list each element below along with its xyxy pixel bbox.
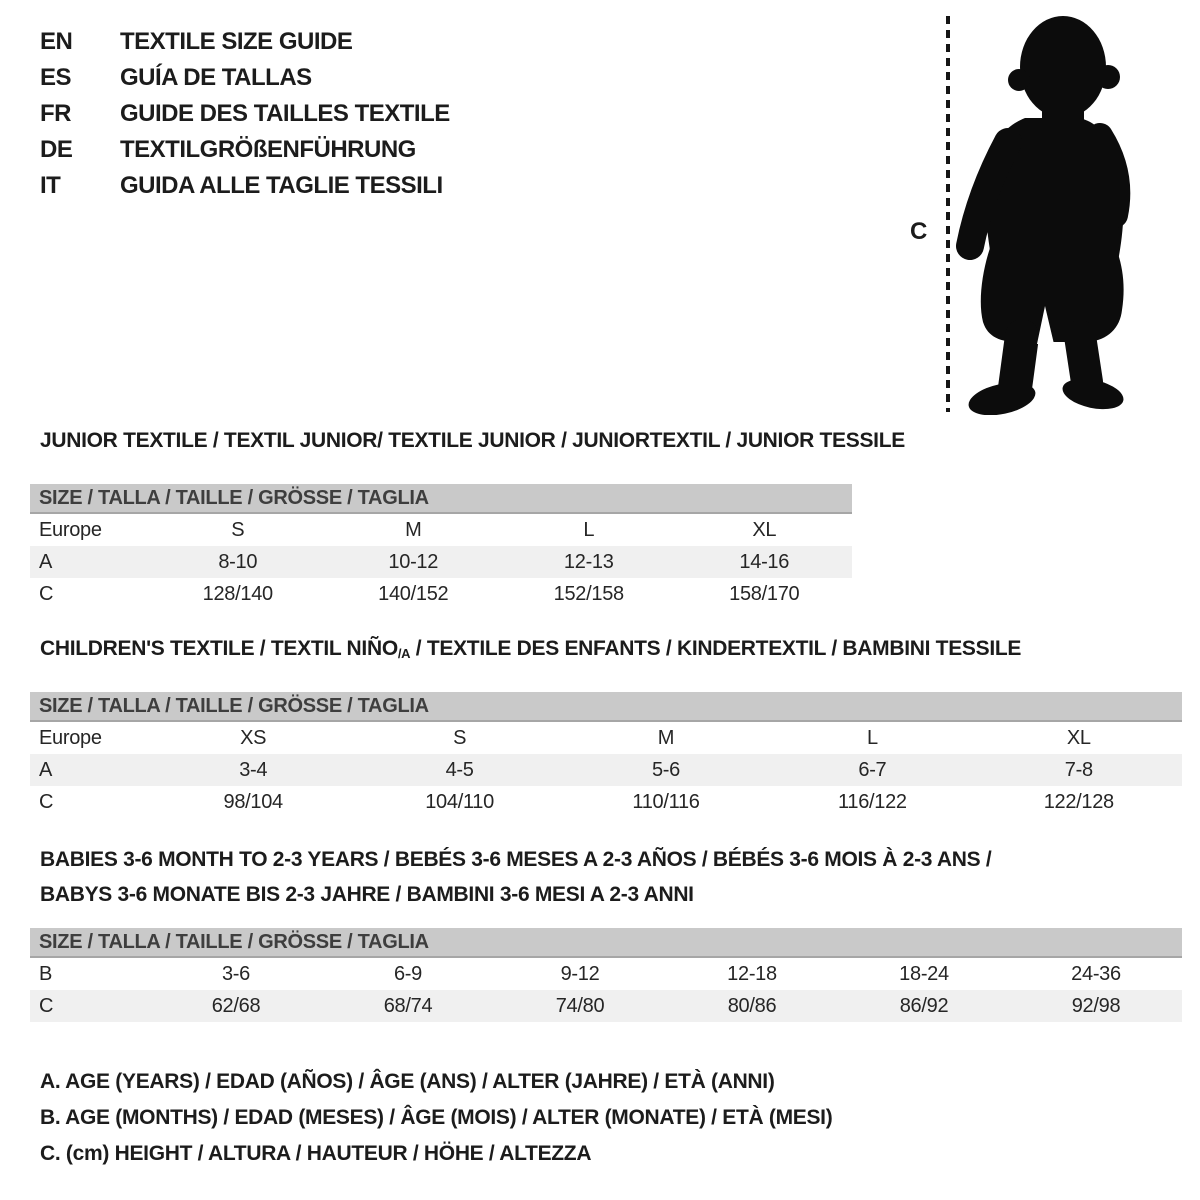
footnote-age-months: B. AGE (MONTHS) / EDAD (MESES) / ÂGE (MOIS) / ALTER (MONATE) / ETÀ (MESI) (40, 1106, 833, 1129)
table-row-height (30, 578, 852, 610)
babies-size-table (30, 928, 1182, 1022)
height-cell: 110/116 (632, 790, 700, 813)
guide-title-fr: GUIDE DES TAILLES TEXTILE (120, 100, 450, 127)
age-cell: 6-9 (393, 962, 422, 985)
language-row-it (40, 168, 450, 204)
children-size-table (30, 692, 1182, 818)
age-cell: 3-4 (239, 758, 268, 781)
row-label: Europe (39, 726, 102, 749)
size-table-header: SIZE / TALLA / TAILLE / GRÖSSE / TAGLIA (30, 484, 852, 514)
language-row-es (40, 60, 450, 96)
language-row-de (40, 132, 450, 168)
age-cell: 6-7 (858, 758, 887, 781)
age-cell: 24-36 (1071, 962, 1121, 985)
size-cell: M (657, 726, 675, 749)
language-row-fr (40, 96, 450, 132)
language-code: IT (40, 172, 61, 199)
size-cell: XL (1066, 726, 1091, 749)
height-cell: 116/122 (838, 790, 907, 813)
age-cell: 9-12 (560, 962, 600, 985)
height-cell: 98/104 (223, 790, 283, 813)
guide-title-de: TEXTILGRÖßENFÜHRUNG (120, 136, 416, 163)
age-cell: 8-10 (218, 550, 258, 573)
age-cell: 7-8 (1064, 758, 1093, 781)
height-cell: 92/98 (1071, 994, 1121, 1017)
table-row-age (30, 754, 1182, 786)
height-cell: 80/86 (727, 994, 777, 1017)
age-cell: 18-24 (899, 962, 949, 985)
row-label: C (39, 994, 54, 1017)
language-code: FR (40, 100, 71, 127)
heading-subscript: /A (397, 646, 411, 661)
height-measure-label: C (910, 218, 928, 245)
row-label: A (39, 550, 53, 573)
table-row-height (30, 990, 1182, 1022)
footnote-height-cm: C. (cm) HEIGHT / ALTURA / HAUTEUR / HÖHE / ALTEZZA (40, 1142, 592, 1165)
language-code: ES (40, 64, 72, 91)
height-cell: 152/158 (553, 582, 624, 605)
size-cell: XL (752, 518, 777, 541)
heading-line-2: BABYS 3-6 MONATE BIS 2-3 JAHRE / BAMBINI 3-6 MESI A 2-3 ANNI (40, 883, 694, 906)
size-cell: M (405, 518, 422, 541)
age-cell: 4-5 (445, 758, 474, 781)
language-code: DE (40, 136, 73, 163)
height-cell: 86/92 (899, 994, 949, 1017)
size-cell: XS (240, 726, 267, 749)
junior-size-table (30, 484, 852, 610)
age-cell: 14-16 (739, 550, 790, 573)
section-heading-junior: JUNIOR TEXTILE / TEXTIL JUNIOR/ TEXTILE JUNIOR / JUNIORTEXTIL / JUNIOR TESSILE (40, 429, 905, 452)
row-label: C (39, 790, 54, 813)
size-cell: S (231, 518, 245, 541)
height-cell: 104/110 (425, 790, 494, 813)
guide-title-it: GUIDA ALLE TAGLIE TESSILI (120, 172, 443, 199)
height-cell: 68/74 (383, 994, 433, 1017)
height-cell: 140/152 (378, 582, 449, 605)
age-cell: 3-6 (221, 962, 250, 985)
table-row-europe (30, 722, 1182, 754)
language-code: EN (40, 28, 73, 55)
height-cell: 62/68 (211, 994, 261, 1017)
size-table-header: SIZE / TALLA / TAILLE / GRÖSSE / TAGLIA (30, 692, 1182, 722)
height-cell: 122/128 (1043, 790, 1114, 813)
toddler-silhouette-icon (930, 10, 1170, 415)
language-title-block (40, 24, 450, 204)
heading-text: / TEXTILE DES ENFANTS / KINDERTEXTIL / BAMBINI TESSILE (410, 637, 1022, 660)
guide-title-en: TEXTILE SIZE GUIDE (120, 28, 353, 55)
size-cell: L (583, 518, 595, 541)
table-row-europe (30, 514, 852, 546)
height-cell: 128/140 (202, 582, 273, 605)
size-cell: L (866, 726, 878, 749)
age-cell: 5-6 (651, 758, 680, 781)
section-heading-children (40, 637, 1021, 661)
guide-title-es: GUÍA DE TALLAS (120, 64, 312, 91)
size-cell: S (453, 726, 467, 749)
height-measure-figure (900, 10, 1200, 422)
heading-text: CHILDREN'S TEXTILE / TEXTIL NIÑO (40, 637, 398, 660)
height-cell: 158/170 (729, 582, 800, 605)
footnote-age-years: A. AGE (YEARS) / EDAD (AÑOS) / ÂGE (ANS) / ALTER (JAHRE) / ETÀ (ANNI) (40, 1070, 775, 1093)
size-table-header: SIZE / TALLA / TAILLE / GRÖSSE / TAGLIA (30, 928, 1182, 958)
height-cell: 74/80 (555, 994, 605, 1017)
age-cell: 12-13 (563, 550, 614, 573)
section-heading-babies (40, 842, 991, 912)
age-cell: 12-18 (727, 962, 777, 985)
table-row-age (30, 546, 852, 578)
language-row-en (40, 24, 450, 60)
table-row-age-months (30, 958, 1182, 990)
heading-line-1: BABIES 3-6 MONTH TO 2-3 YEARS / BEBÉS 3-6 MESES A 2-3 AÑOS / BÉBÉS 3-6 MOIS À 2-3 ANS / (40, 848, 992, 871)
row-label: C (39, 582, 54, 605)
row-label: Europe (39, 518, 102, 541)
row-label: B (39, 962, 53, 985)
row-label: A (39, 758, 53, 781)
age-cell: 10-12 (388, 550, 439, 573)
table-row-height (30, 786, 1182, 818)
